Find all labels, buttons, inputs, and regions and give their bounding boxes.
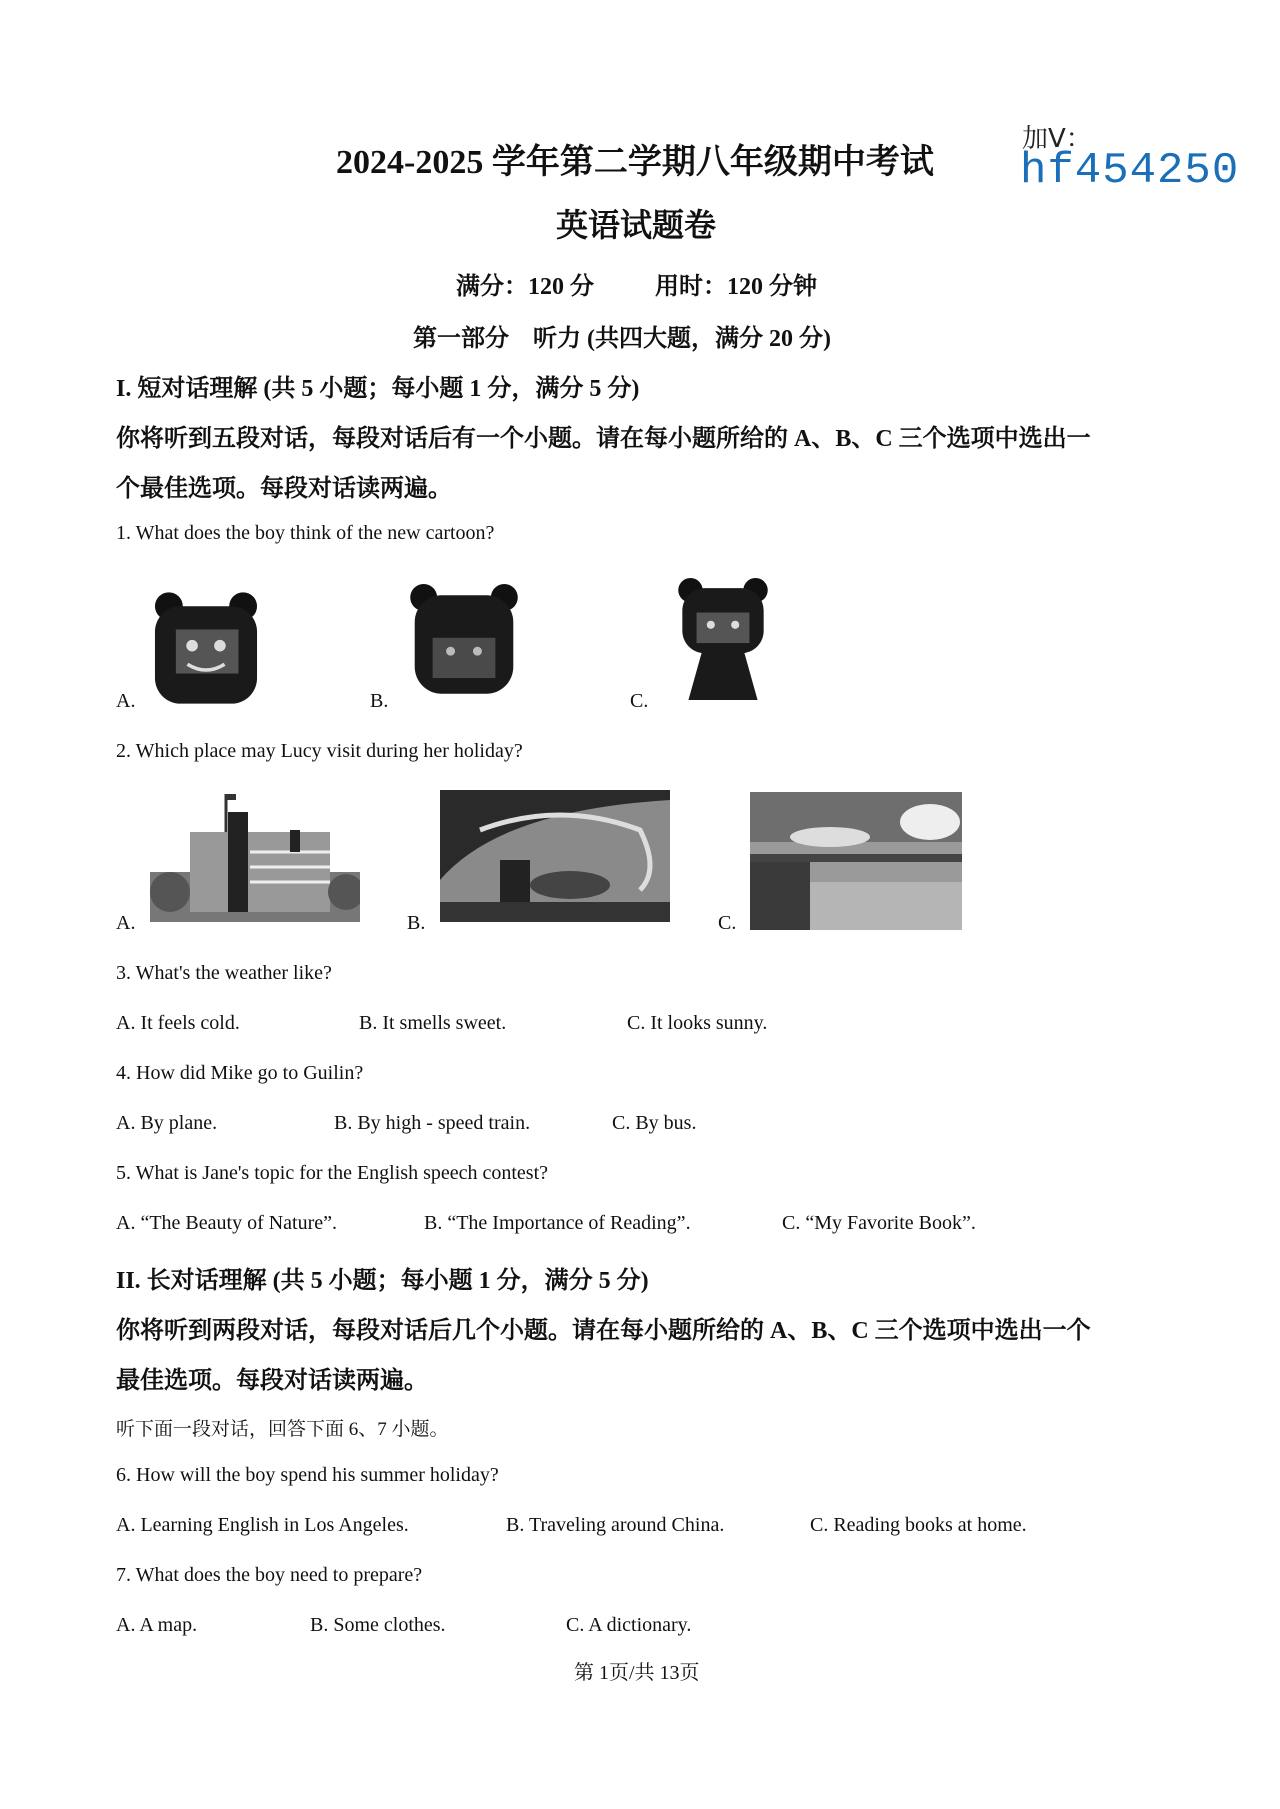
exam-title: 2024-2025 学年第二学期八年级期中考试: [336, 144, 934, 181]
question-4: 4. How did Mike go to Guilin?: [116, 1062, 364, 1084]
exam-subtitle: 英语试题卷: [556, 207, 717, 243]
question-1: 1. What does the boy think of the new cartoon?: [116, 522, 495, 544]
question-6: 6. How will the boy spend his summer holiday?: [116, 1464, 499, 1486]
section2-instruction-1: 你将听到两段对话，每段对话后几个小题。请在每小题所给的 A、B、C 三个选项中选出一个: [116, 1318, 1091, 1344]
q4-option-b: B. By high - speed train.: [334, 1112, 531, 1134]
q1-option-c-image: [672, 578, 774, 700]
section2-heading: II. 长对话理解 (共 5 小题；每小题 1 分，满分 5 分): [116, 1268, 649, 1294]
q7-option-a: A. A map.: [116, 1614, 198, 1636]
q1-option-b-label: B.: [370, 690, 389, 712]
section1-heading: I. 短对话理解 (共 5 小题；每小题 1 分，满分 5 分): [116, 376, 640, 402]
section2-instruction-2: 最佳选项。每段对话读两遍。: [116, 1368, 428, 1394]
question-7: 7. What does the boy need to prepare?: [116, 1564, 423, 1586]
q6-option-c: C. Reading books at home.: [810, 1514, 1027, 1536]
watermark-id: hf454250: [1020, 146, 1240, 196]
q3-option-a: A. It feels cold.: [116, 1012, 240, 1034]
q6-option-b: B. Traveling around China.: [506, 1514, 725, 1536]
q7-option-c: C. A dictionary.: [566, 1614, 692, 1636]
section2-note: 听下面一段对话，回答下面 6、7 小题。: [116, 1419, 449, 1440]
section1-instruction-1: 你将听到五段对话，每段对话后有一个小题。请在每小题所给的 A、B、C 三个选项中选出一: [116, 426, 1091, 452]
q1-option-a-image: [148, 590, 264, 706]
q6-option-a: A. Learning English in Los Angeles.: [116, 1514, 409, 1536]
q2-option-a-image: [150, 792, 360, 922]
q3-option-c: C. It looks sunny.: [627, 1012, 768, 1034]
watermark-label: 加V：: [1022, 124, 1092, 154]
q1-option-b-image: [408, 582, 520, 698]
time-limit: 用时：120 分钟: [655, 274, 817, 300]
q4-option-c: C. By bus.: [612, 1112, 697, 1134]
q3-option-b: B. It smells sweet.: [359, 1012, 507, 1034]
question-5: 5. What is Jane's topic for the English speech contest?: [116, 1162, 549, 1184]
q1-option-c-label: C.: [630, 690, 649, 712]
q2-option-c-image: [750, 792, 962, 930]
full-score: 满分：120 分: [456, 274, 594, 300]
q2-option-b-image: [440, 790, 670, 922]
q2-option-a-label: A.: [116, 912, 136, 934]
question-3: 3. What's the weather like?: [116, 962, 332, 984]
part-title: 第一部分 听力 (共四大题，满分 20 分): [413, 326, 831, 352]
q5-option-b: B. “The Importance of Reading”.: [424, 1212, 691, 1234]
q5-option-c: C. “My Favorite Book”.: [782, 1212, 976, 1234]
q7-option-b: B. Some clothes.: [310, 1614, 446, 1636]
section1-instruction-2: 个最佳选项。每段对话读两遍。: [116, 476, 452, 502]
q2-option-c-label: C.: [718, 912, 737, 934]
q1-option-a-label: A.: [116, 690, 136, 712]
q5-option-a: A. “The Beauty of Nature”.: [116, 1212, 338, 1234]
question-2: 2. Which place may Lucy visit during her holiday?: [116, 740, 523, 762]
q2-option-b-label: B.: [407, 912, 426, 934]
page-number: 第 1页/共 13页: [574, 1662, 700, 1684]
q4-option-a: A. By plane.: [116, 1112, 218, 1134]
